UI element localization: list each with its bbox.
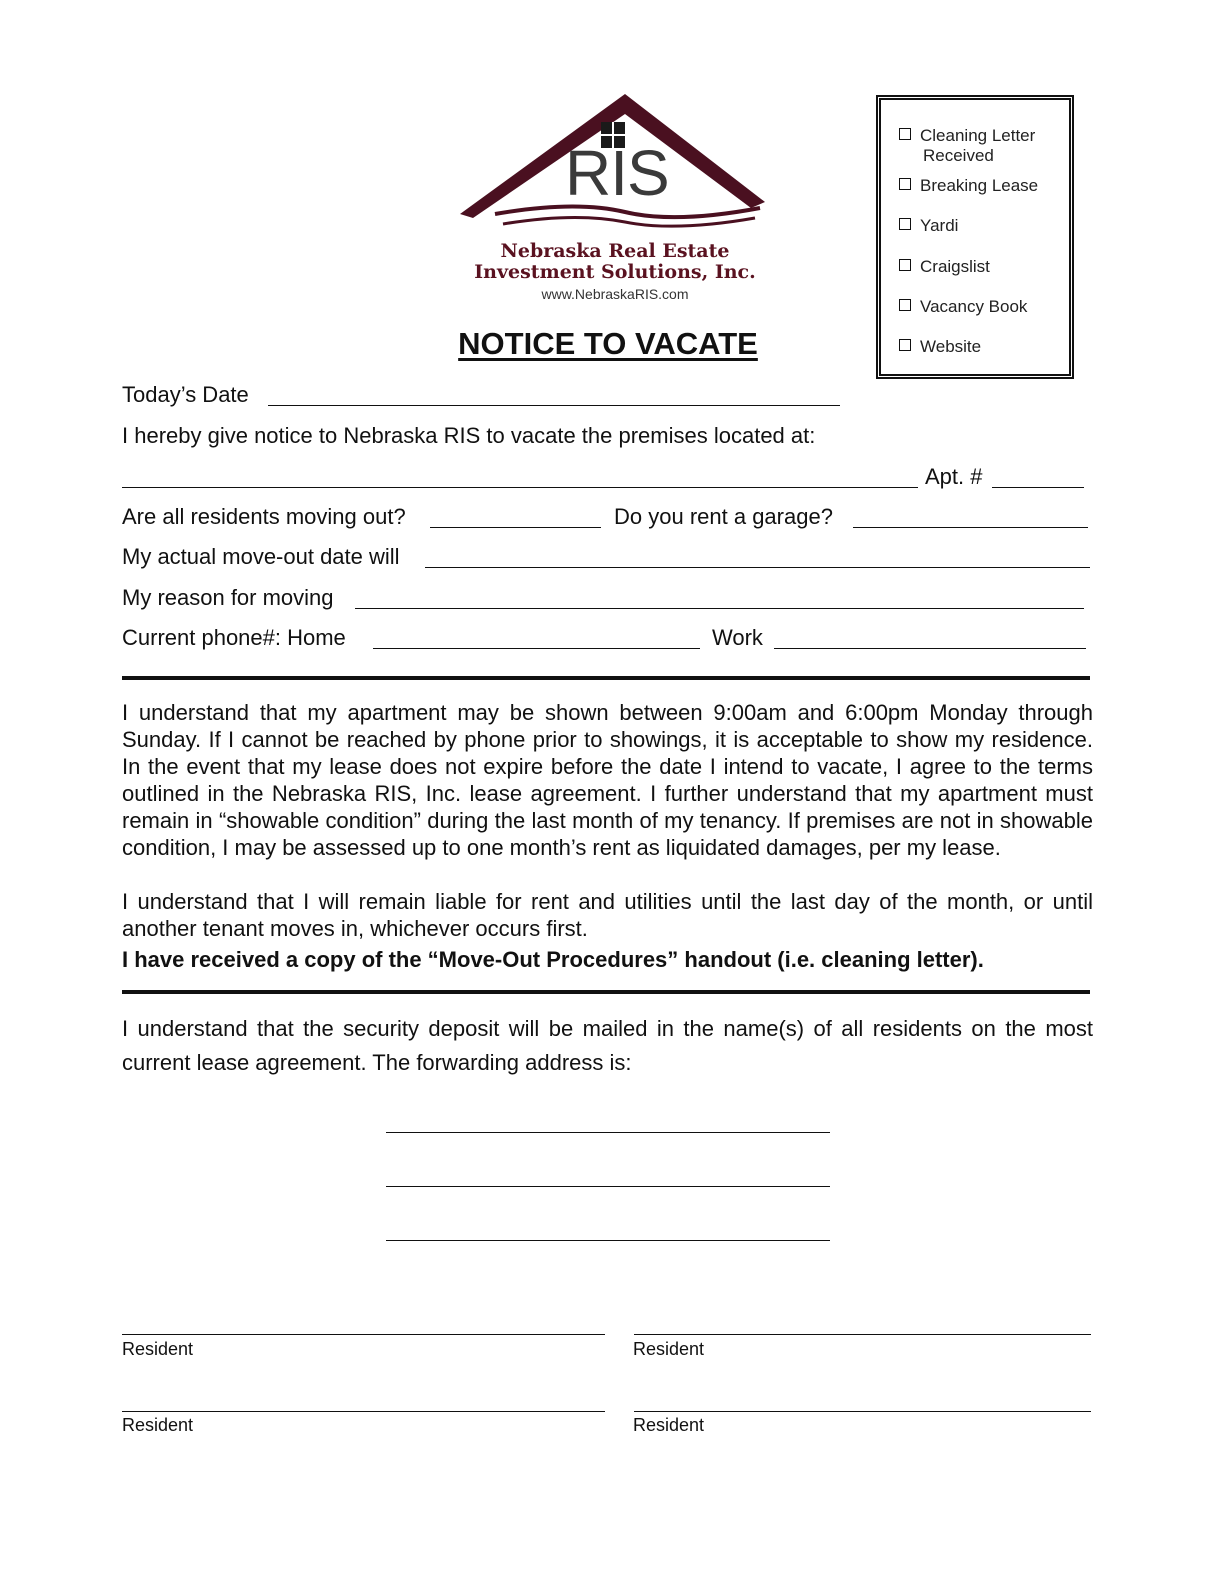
resident-signature-field-2[interactable] — [634, 1310, 1091, 1335]
checkbox-icon[interactable] — [899, 339, 911, 351]
resident-label-4: Resident — [633, 1415, 705, 1435]
reason-field[interactable] — [355, 584, 1084, 609]
home-phone-label: Current phone#: Home — [122, 625, 346, 650]
company-logo — [455, 90, 775, 310]
garage-label: Do you rent a garage? — [614, 504, 833, 529]
checkbox-icon[interactable] — [899, 218, 911, 230]
apt-number-field[interactable] — [992, 463, 1084, 488]
logo-company-line2: Investment Solutions, Inc. — [474, 261, 756, 283]
resident-signature-field-3[interactable] — [122, 1387, 605, 1412]
move-out-date-field[interactable] — [425, 543, 1090, 568]
office-checklist — [876, 95, 1074, 379]
move-out-date-label: My actual move-out date will — [122, 544, 400, 569]
liability-paragraph: I understand that I will remain liable for rent and utilities until the last day of the month, or until another tenant moves in, whichever occurs first. — [122, 889, 1093, 941]
work-phone-field[interactable] — [774, 624, 1086, 649]
checklist-item-breaking-lease[interactable]: Breaking Lease — [899, 176, 1038, 196]
resident-signature-field-1[interactable] — [122, 1310, 605, 1335]
todays-date-field[interactable] — [268, 381, 840, 406]
checklist-item-website[interactable]: Website — [899, 337, 981, 357]
resident-signature-field-4[interactable] — [634, 1387, 1091, 1412]
notice-statement: I hereby give notice to Nebraska RIS to vacate the premises located at: — [122, 423, 816, 448]
forwarding-address-line-3[interactable] — [386, 1218, 830, 1241]
deposit-paragraph: I understand that the security deposit will be mailed in the name(s) of all residents on the most current lease agreement. The forwarding address is: — [122, 1016, 1093, 1075]
resident-label-2: Resident — [633, 1339, 705, 1359]
section-divider — [122, 990, 1090, 994]
terms-paragraph: I understand that my apartment may be shown between 9:00am and 6:00pm Monday through Sunday. If I cannot be reached by phone prior to showings, it is acceptable to show my residence. In the event that my lease does not expire before the date I intend to vacate, I agree to the terms outlined in the Nebraska RIS, Inc. lease agreement. I further understand that my apartment must remain in “showable condition” during the last month of my tenancy. If premises are not in showable condition, I may be assessed up to one month’s rent as liquidated damages, per my lease. — [122, 700, 1093, 860]
logo-mark: RIS — [565, 137, 669, 209]
reason-label: My reason for moving — [122, 585, 334, 610]
resident-label-1: Resident — [122, 1339, 194, 1359]
checkbox-icon[interactable] — [899, 178, 911, 190]
checklist-item-craigslist[interactable]: Craigslist — [899, 257, 990, 277]
apt-label: Apt. # — [925, 464, 983, 489]
checkbox-icon[interactable] — [899, 299, 911, 311]
todays-date-label: Today’s Date — [122, 382, 249, 407]
premises-address-field[interactable] — [122, 463, 918, 488]
checklist-item-vacancy-book[interactable]: Vacancy Book — [899, 297, 1027, 317]
section-divider — [122, 676, 1090, 680]
checkbox-icon[interactable] — [899, 259, 911, 271]
logo-url: www.NebraskaRIS.com — [541, 286, 689, 302]
checkbox-icon[interactable] — [899, 128, 911, 140]
page-title: NOTICE TO VACATE — [458, 326, 758, 361]
garage-field[interactable] — [853, 503, 1088, 528]
home-phone-field[interactable] — [373, 624, 700, 649]
resident-label-3: Resident — [122, 1415, 194, 1435]
all-residents-label: Are all residents moving out? — [122, 504, 406, 529]
forwarding-address-line-2[interactable] — [386, 1164, 830, 1187]
all-residents-field[interactable] — [430, 503, 601, 528]
work-phone-label: Work — [712, 625, 763, 650]
handout-acknowledgement: I have received a copy of the “Move-Out Procedures” handout (i.e. cleaning letter). — [122, 947, 984, 972]
checklist-item-yardi[interactable]: Yardi — [899, 216, 958, 236]
logo-company-line1: Nebraska Real Estate — [500, 240, 730, 262]
forwarding-address-line-1[interactable] — [386, 1110, 830, 1133]
checklist-item-cleaning-letter[interactable]: Cleaning Letter Received — [899, 126, 1035, 166]
